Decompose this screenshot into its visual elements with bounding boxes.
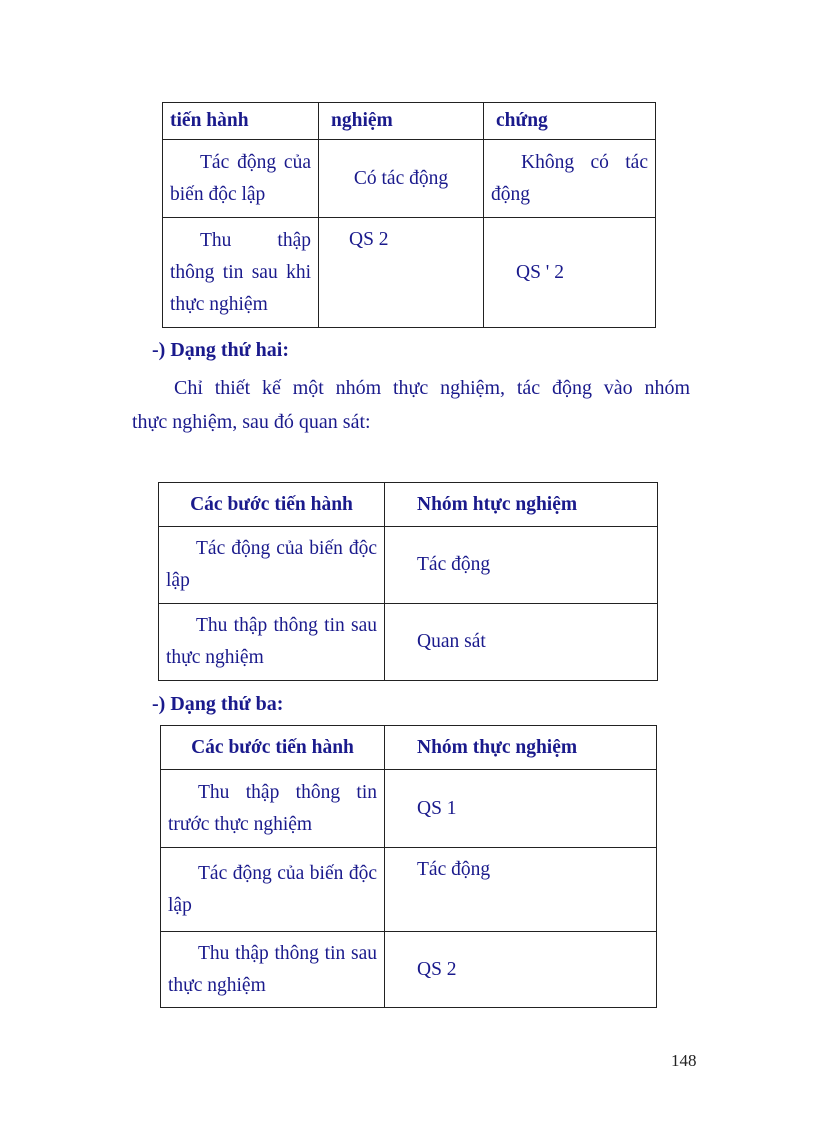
- table-row: [161, 770, 657, 848]
- section-heading: -) Dạng thứ ba:: [152, 693, 284, 715]
- table-header-row: [161, 726, 657, 770]
- table-cell: Có tác động: [319, 140, 484, 218]
- table-header-cell: Nhóm thực nghiệm: [385, 726, 657, 770]
- table-header-cell: nghiệm: [319, 103, 484, 140]
- table-cell: Không có tác động: [484, 140, 656, 218]
- table-header-cell: Nhóm htực nghiệm: [385, 483, 658, 527]
- table-header-cell: tiến hành: [163, 103, 319, 140]
- table-header-cell: chứng: [484, 103, 656, 140]
- page-number: 148: [671, 1051, 697, 1070]
- table-one-group-posttest: [158, 482, 658, 681]
- table-row: [163, 140, 656, 218]
- table-one-group-pretest-posttest: [160, 725, 657, 1008]
- paragraph-line: Chỉ thiết kế một nhóm thực nghiệm, tác động vào nhóm: [174, 377, 690, 399]
- section-heading: -) Dạng thứ hai:: [152, 339, 290, 361]
- table-cell: QS 2: [385, 932, 657, 1008]
- table-cell: Tác động của biến độc lập: [159, 527, 385, 604]
- table-cell: Tác động của biến độc lập: [163, 140, 319, 218]
- paragraph: [132, 371, 690, 439]
- table-control-group: [162, 102, 656, 328]
- table-header-cell: Các bước tiến hành: [159, 483, 385, 527]
- paragraph-line: thực nghiệm, sau đó quan sát:: [132, 411, 371, 433]
- table-cell: Tác động của biến độc lập: [161, 848, 385, 932]
- table-cell: Thu thập thông tin sau thực nghiệm: [159, 604, 385, 681]
- table-cell: Quan sát: [385, 604, 658, 681]
- table-cell: QS 2: [319, 218, 484, 328]
- table-cell: Tác động: [385, 848, 657, 932]
- table-row: [161, 848, 657, 932]
- table-header-row: [163, 103, 656, 140]
- table-row: [163, 218, 656, 328]
- table-header-cell: Các bước tiến hành: [161, 726, 385, 770]
- table-cell: Thu thập thông tin trước thực nghiệm: [161, 770, 385, 848]
- table-cell: Thu thập thông tin sau khi thực nghiệm: [163, 218, 319, 328]
- table-cell: Thu thập thông tin sau thực nghiệm: [161, 932, 385, 1008]
- table-row: [159, 604, 658, 681]
- table-header-row: [159, 483, 658, 527]
- table-row: [161, 932, 657, 1008]
- table-row: [159, 527, 658, 604]
- table-cell: QS 1: [385, 770, 657, 848]
- table-cell: Tác động: [385, 527, 658, 604]
- table-cell: QS ' 2: [484, 218, 656, 328]
